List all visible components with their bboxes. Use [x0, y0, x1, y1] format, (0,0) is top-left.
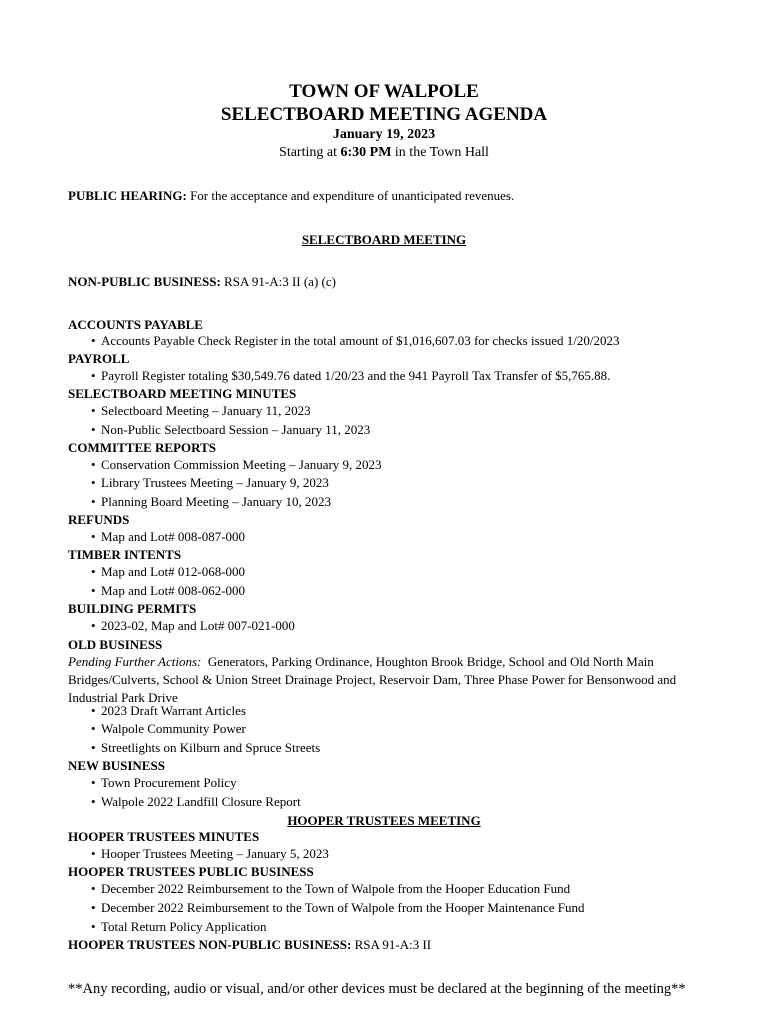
bullet-icon: • [91, 564, 96, 579]
list-item-text: Map and Lot# 008-062-000 [101, 583, 246, 598]
bullet-icon: • [91, 900, 96, 915]
list-item-text: Town Procurement Policy [101, 775, 237, 790]
start-time-line [0, 145, 768, 161]
list-item-text: Map and Lot# 008-087-000 [101, 529, 246, 544]
list-item-text: Accounts Payable Check Register in the total amount of $1,016,607.03 for checks issued 1/20/2023 [101, 333, 620, 348]
section-title-refunds: REFUNDS [68, 512, 130, 527]
bullet-icon: • [91, 846, 96, 861]
hooper-heading-text: HOOPER TRUSTEES MEETING [287, 813, 481, 828]
bullet-icon: • [91, 881, 96, 896]
bullet-icon: • [91, 919, 96, 934]
list-item-text: Non-Public Selectboard Session – January 11, 2023 [101, 422, 371, 437]
bullet-icon: • [91, 403, 96, 418]
section-title-building-permits: BUILDING PERMITS [68, 601, 197, 616]
recording-notice: **Any recording, audio or visual, and/or other devices must be declared at the beginning of the meeting** [68, 981, 686, 997]
list-item [91, 618, 295, 633]
list-item-text: Total Return Policy Application [101, 919, 267, 934]
bullet-icon: • [91, 583, 96, 598]
list-item-text: Payroll Register totaling $30,549.76 dated 1/20/23 and the 941 Payroll Tax Transfer of $5,765.88. [101, 368, 611, 383]
hooper-non-public-text: RSA 91-A:3 II [351, 937, 432, 952]
selectboard-meeting-heading [0, 232, 768, 247]
town-title: TOWN OF WALPOLE [289, 81, 479, 102]
list-item [91, 919, 267, 934]
list-item [91, 564, 245, 579]
section-title-accounts-payable: ACCOUNTS PAYABLE [68, 317, 203, 332]
list-item-text: Hooper Trustees Meeting – January 5, 2023 [101, 846, 329, 861]
list-item [91, 403, 311, 418]
list-item [91, 494, 331, 509]
bullet-icon: • [91, 422, 96, 437]
bullet-icon: • [91, 721, 96, 736]
start-suffix: in the Town Hall [391, 145, 489, 160]
bullet-icon: • [91, 494, 96, 509]
list-item-text: December 2022 Reimbursement to the Town of Walpole from the Hooper Maintenance Fund [101, 900, 585, 915]
hooper-non-public-business [68, 937, 431, 952]
public-hearing-text: For the acceptance and expenditure of unanticipated revenues. [186, 188, 515, 203]
bullet-icon: • [91, 794, 96, 809]
list-item-text: Planning Board Meeting – January 10, 2023 [101, 494, 331, 509]
bullet-icon: • [91, 368, 96, 383]
list-item-text: December 2022 Reimbursement to the Town of Walpole from the Hooper Education Fund [101, 881, 571, 896]
list-item-text: 2023 Draft Warrant Articles [101, 703, 246, 718]
agenda-title: SELECTBOARD MEETING AGENDA [220, 104, 548, 125]
bullet-icon: • [91, 618, 96, 633]
list-item-text: Conservation Commission Meeting – January 9, 2023 [101, 457, 382, 472]
section-title-committee-reports: COMMITTEE REPORTS [68, 440, 216, 455]
section-title-hooper-minutes: HOOPER TRUSTEES MINUTES [68, 829, 260, 844]
non-public-text: RSA 91-A:3 II (a) (c) [220, 274, 336, 289]
public-hearing [68, 188, 514, 203]
bullet-icon: • [91, 475, 96, 490]
bullet-icon: • [91, 457, 96, 472]
list-item [91, 794, 301, 809]
hooper-trustees-meeting-heading [0, 813, 768, 828]
section-title-minutes: SELECTBOARD MEETING MINUTES [68, 386, 297, 401]
list-item-text: Selectboard Meeting – January 11, 2023 [101, 403, 311, 418]
list-item [91, 775, 237, 790]
bullet-icon: • [91, 775, 96, 790]
list-item [91, 703, 246, 718]
section-title-hooper-public-business: HOOPER TRUSTEES PUBLIC BUSINESS [68, 864, 314, 879]
list-item-text: Walpole 2022 Landfill Closure Report [101, 794, 301, 809]
section-title-payroll: PAYROLL [68, 351, 130, 366]
section-title-new-business: NEW BUSINESS [68, 758, 165, 773]
pending-label: Pending Further Actions: [68, 654, 202, 669]
list-item [91, 529, 245, 544]
list-item [91, 422, 370, 437]
list-item [91, 583, 245, 598]
bullet-icon: • [91, 703, 96, 718]
list-item [91, 846, 329, 861]
list-item [91, 333, 619, 348]
list-item [91, 475, 329, 490]
list-item [91, 721, 246, 736]
pending-further-actions [68, 653, 698, 707]
list-item [91, 881, 570, 896]
pending-text: Generators, Parking Ordinance, Houghton Brook Bridge, School and Old North Main Bridges/Culverts, School & Union Street Drainage Project, Reservoir Dam, Three Phase Power for Bensonwood and Industrial Park Drive [68, 654, 680, 705]
list-item-text: 2023-02, Map and Lot# 007-021-000 [101, 618, 295, 633]
section-title-timber-intents: TIMBER INTENTS [68, 547, 182, 562]
list-item-text: Streetlights on Kilburn and Spruce Streets [101, 740, 321, 755]
start-time: 6:30 PM [340, 145, 392, 160]
bullet-icon: • [91, 333, 96, 348]
meeting-date: January 19, 2023 [332, 127, 436, 142]
bullet-icon: • [91, 529, 96, 544]
start-prefix: Starting at [279, 145, 341, 160]
list-item-text: Map and Lot# 012-068-000 [101, 564, 246, 579]
public-hearing-label: PUBLIC HEARING: [68, 188, 187, 203]
list-item [91, 740, 320, 755]
selectboard-meeting-heading-text: SELECTBOARD MEETING [301, 232, 467, 247]
non-public-business [68, 274, 336, 289]
section-title-old-business: OLD BUSINESS [68, 637, 163, 652]
hooper-non-public-label: HOOPER TRUSTEES NON-PUBLIC BUSINESS: [68, 937, 352, 952]
list-item-text: Library Trustees Meeting – January 9, 2023 [101, 475, 329, 490]
bullet-icon: • [91, 740, 96, 755]
list-item [91, 457, 382, 472]
list-item [91, 368, 610, 383]
list-item [91, 900, 585, 915]
non-public-label: NON-PUBLIC BUSINESS: [68, 274, 221, 289]
list-item-text: Walpole Community Power [101, 721, 246, 736]
